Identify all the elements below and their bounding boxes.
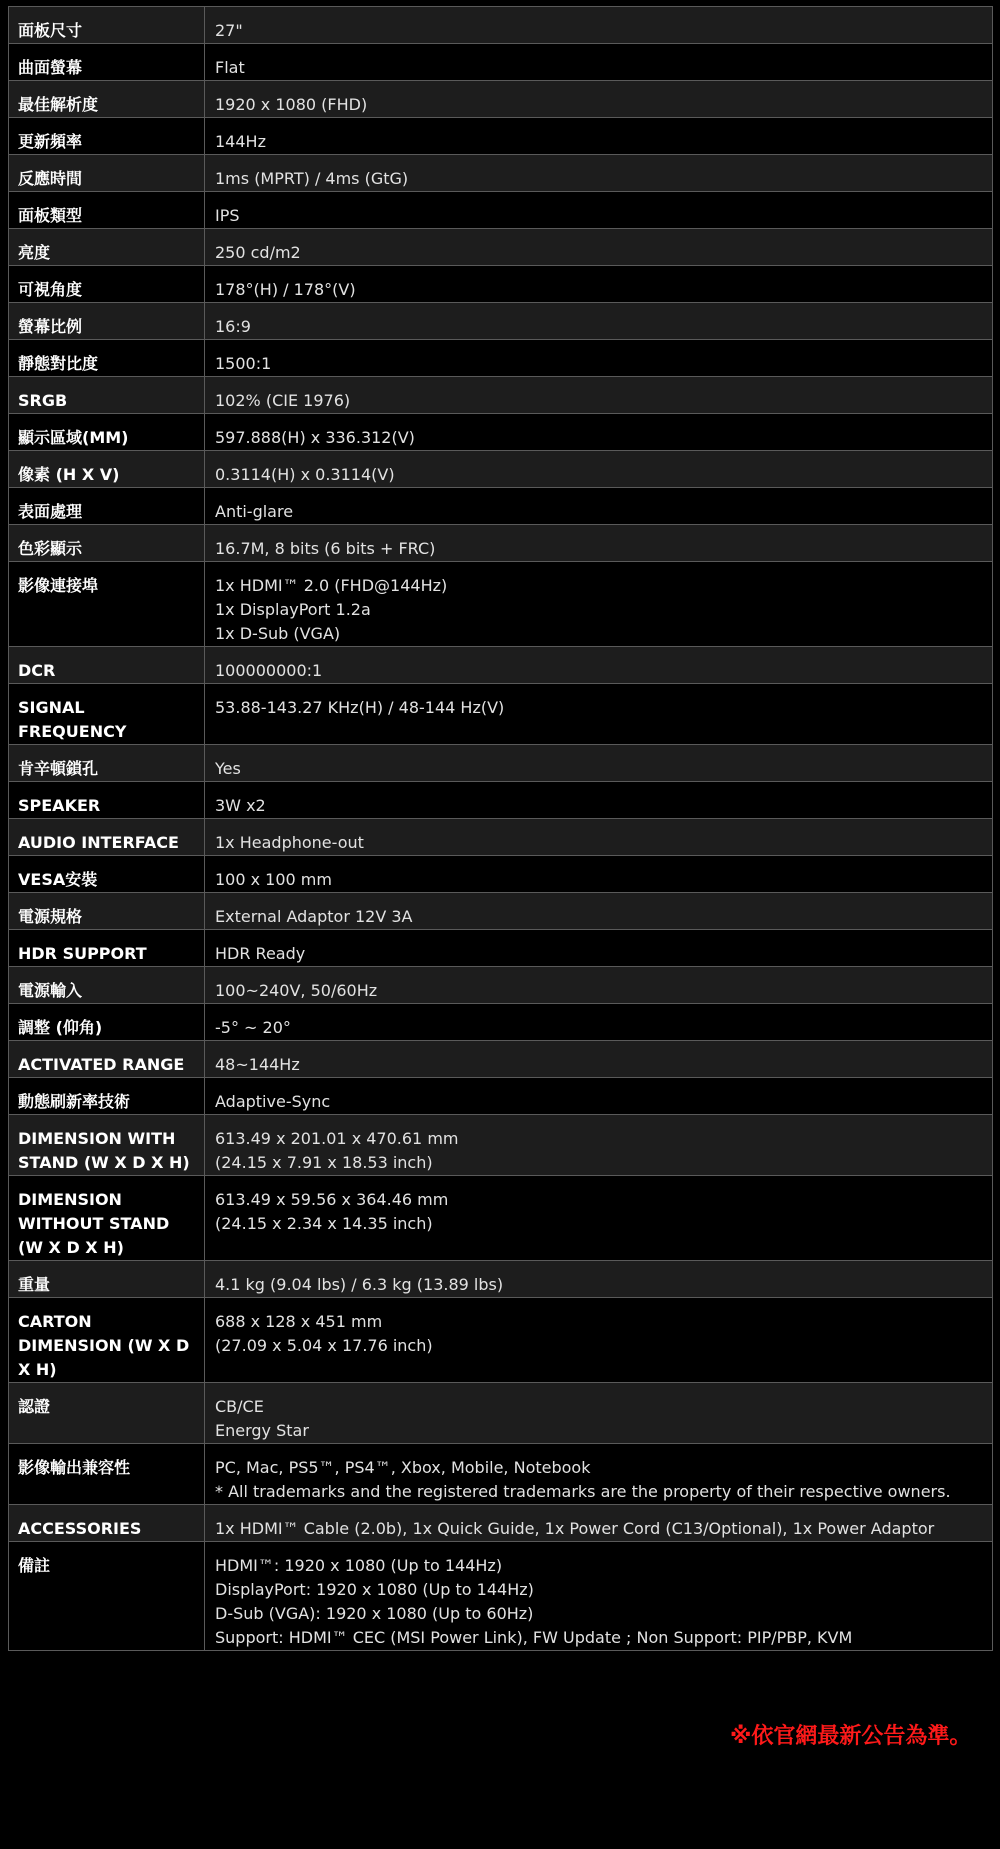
spec-value	[205, 1298, 993, 1383]
spec-value	[205, 81, 993, 118]
spec-value	[205, 562, 993, 647]
spec-value	[205, 1004, 993, 1041]
spec-value-line: * All trademarks and the registered trademarks are the property of their respective owners.	[215, 1482, 951, 1501]
spec-value-line: HDMI™: 1920 x 1080 (Up to 144Hz)	[215, 1556, 503, 1575]
spec-value	[205, 819, 993, 856]
spec-label: SRGB	[9, 377, 205, 414]
spec-value	[205, 1542, 993, 1651]
spec-value	[205, 340, 993, 377]
spec-row	[9, 451, 993, 488]
spec-label: 更新頻率	[9, 118, 205, 155]
spec-value-line: 100~240V, 50/60Hz	[215, 981, 378, 1000]
spec-value-line: (24.15 x 2.34 x 14.35 inch)	[215, 1214, 433, 1233]
spec-value-line: Yes	[215, 759, 241, 778]
spec-value-line: 3W x2	[215, 796, 266, 815]
spec-label: DIMENSION WITHOUT STAND (W X D X H)	[9, 1176, 205, 1261]
spec-label: HDR SUPPORT	[9, 930, 205, 967]
spec-label: DIMENSION WITH STAND (W X D X H)	[9, 1115, 205, 1176]
spec-value	[205, 118, 993, 155]
spec-row	[9, 155, 993, 192]
spec-row	[9, 967, 993, 1004]
spec-label: 可視角度	[9, 266, 205, 303]
spec-value-line: 4.1 kg (9.04 lbs) / 6.3 kg (13.89 lbs)	[215, 1275, 504, 1294]
spec-row	[9, 1078, 993, 1115]
spec-row	[9, 1505, 993, 1542]
spec-value-line: 100000000:1	[215, 661, 323, 680]
spec-table	[8, 6, 993, 1651]
spec-value-line: 250 cd/m2	[215, 243, 301, 262]
spec-row	[9, 819, 993, 856]
spec-value-line: 1x HDMI™ Cable (2.0b), 1x Quick Guide, 1x Power Cord (C13/Optional), 1x Power Adaptor	[215, 1519, 935, 1538]
spec-label: 肯辛頓鎖孔	[9, 745, 205, 782]
spec-value-line: 1920 x 1080 (FHD)	[215, 95, 368, 114]
spec-value	[205, 1041, 993, 1078]
spec-label: ACCESSORIES	[9, 1505, 205, 1542]
spec-value-line: 48~144Hz	[215, 1055, 300, 1074]
spec-label: 色彩顯示	[9, 525, 205, 562]
spec-value-line: 613.49 x 201.01 x 470.61 mm	[215, 1129, 459, 1148]
spec-row	[9, 414, 993, 451]
spec-label: 靜態對比度	[9, 340, 205, 377]
spec-value	[205, 451, 993, 488]
spec-table-body	[9, 7, 993, 1651]
spec-row	[9, 44, 993, 81]
spec-label: 最佳解析度	[9, 81, 205, 118]
spec-value-line: 16.7M, 8 bits (6 bits + FRC)	[215, 539, 436, 558]
spec-value	[205, 1505, 993, 1542]
spec-value	[205, 1176, 993, 1261]
spec-label: 像素 (H X V)	[9, 451, 205, 488]
spec-value-line: D-Sub (VGA): 1920 x 1080 (Up to 60Hz)	[215, 1604, 534, 1623]
spec-row	[9, 856, 993, 893]
spec-value-line: 100 x 100 mm	[215, 870, 332, 889]
spec-row	[9, 1542, 993, 1651]
spec-value	[205, 44, 993, 81]
spec-label: DCR	[9, 647, 205, 684]
spec-value-line: 16:9	[215, 317, 251, 336]
spec-value	[205, 377, 993, 414]
spec-row	[9, 266, 993, 303]
spec-label: 影像連接埠	[9, 562, 205, 647]
spec-label: 重量	[9, 1261, 205, 1298]
spec-label: 曲面螢幕	[9, 44, 205, 81]
spec-label: 電源規格	[9, 893, 205, 930]
spec-row	[9, 684, 993, 745]
spec-label: 備註	[9, 1542, 205, 1651]
spec-row	[9, 1176, 993, 1261]
spec-value	[205, 525, 993, 562]
spec-label: ACTIVATED RANGE	[9, 1041, 205, 1078]
spec-value-line: -5° ~ 20°	[215, 1018, 291, 1037]
spec-value-line: PC, Mac, PS5™, PS4™, Xbox, Mobile, Notebook	[215, 1458, 591, 1477]
spec-value	[205, 488, 993, 525]
spec-label: 螢幕比例	[9, 303, 205, 340]
spec-row	[9, 647, 993, 684]
spec-value	[205, 192, 993, 229]
spec-label: 認證	[9, 1383, 205, 1444]
spec-row	[9, 488, 993, 525]
spec-row	[9, 525, 993, 562]
spec-value	[205, 856, 993, 893]
spec-value-line: (24.15 x 7.91 x 18.53 inch)	[215, 1153, 433, 1172]
spec-value	[205, 303, 993, 340]
spec-row	[9, 377, 993, 414]
spec-label: 反應時間	[9, 155, 205, 192]
spec-label: 顯示區域(MM)	[9, 414, 205, 451]
spec-row	[9, 1298, 993, 1383]
spec-label: 電源輸入	[9, 967, 205, 1004]
spec-label: 面板尺寸	[9, 7, 205, 44]
spec-value	[205, 266, 993, 303]
spec-value-line: 613.49 x 59.56 x 364.46 mm	[215, 1190, 449, 1209]
spec-value-line: 1x DisplayPort 1.2a	[215, 600, 371, 619]
spec-value	[205, 684, 993, 745]
spec-label: 表面處理	[9, 488, 205, 525]
spec-value-line: 102% (CIE 1976)	[215, 391, 351, 410]
spec-value	[205, 930, 993, 967]
spec-row	[9, 7, 993, 44]
spec-row	[9, 1383, 993, 1444]
spec-label: 動態刷新率技術	[9, 1078, 205, 1115]
spec-row	[9, 782, 993, 819]
spec-value-line: 53.88-143.27 KHz(H) / 48-144 Hz(V)	[215, 698, 505, 717]
spec-value-line: Flat	[215, 58, 245, 77]
spec-label: CARTON DIMENSION (W X D X H)	[9, 1298, 205, 1383]
spec-value-line: DisplayPort: 1920 x 1080 (Up to 144Hz)	[215, 1580, 534, 1599]
spec-value	[205, 414, 993, 451]
spec-row	[9, 303, 993, 340]
spec-value-line: 1500:1	[215, 354, 272, 373]
spec-value	[205, 1444, 993, 1505]
spec-value-line: IPS	[215, 206, 240, 225]
spec-value-line: Energy Star	[215, 1421, 309, 1440]
spec-value-line: 144Hz	[215, 132, 266, 151]
spec-value	[205, 893, 993, 930]
spec-row	[9, 1004, 993, 1041]
spec-value-line: HDR Ready	[215, 944, 306, 963]
spec-value	[205, 967, 993, 1004]
spec-value	[205, 745, 993, 782]
spec-row	[9, 930, 993, 967]
spec-label: 調整 (仰角)	[9, 1004, 205, 1041]
spec-row	[9, 745, 993, 782]
spec-value-line: 1x Headphone-out	[215, 833, 364, 852]
official-notice: ※依官網最新公告為準。	[730, 1724, 972, 1749]
spec-label: 面板類型	[9, 192, 205, 229]
spec-value-line: 27"	[215, 21, 243, 40]
spec-label: SIGNAL FREQUENCY	[9, 684, 205, 745]
spec-row	[9, 81, 993, 118]
spec-value-line: 178°(H) / 178°(V)	[215, 280, 356, 299]
spec-value	[205, 1261, 993, 1298]
spec-value-line: (27.09 x 5.04 x 17.76 inch)	[215, 1336, 433, 1355]
spec-row	[9, 1261, 993, 1298]
spec-label: 亮度	[9, 229, 205, 266]
spec-value-line: 0.3114(H) x 0.3114(V)	[215, 465, 395, 484]
spec-value	[205, 7, 993, 44]
spec-value-line: External Adaptor 12V 3A	[215, 907, 413, 926]
spec-value-line: 597.888(H) x 336.312(V)	[215, 428, 415, 447]
spec-value-line: 1x HDMI™ 2.0 (FHD@144Hz)	[215, 576, 448, 595]
spec-row	[9, 1115, 993, 1176]
spec-value-line: 1ms (MPRT) / 4ms (GtG)	[215, 169, 409, 188]
spec-value-line: Adaptive-Sync	[215, 1092, 331, 1111]
spec-row	[9, 1041, 993, 1078]
spec-row	[9, 340, 993, 377]
spec-value	[205, 782, 993, 819]
spec-value-line: 1x D-Sub (VGA)	[215, 624, 341, 643]
spec-value	[205, 155, 993, 192]
spec-label: VESA安裝	[9, 856, 205, 893]
spec-value	[205, 647, 993, 684]
spec-row	[9, 1444, 993, 1505]
spec-row	[9, 118, 993, 155]
spec-value-line: Anti-glare	[215, 502, 294, 521]
spec-value	[205, 1383, 993, 1444]
spec-row	[9, 192, 993, 229]
spec-row	[9, 562, 993, 647]
spec-value-line: 688 x 128 x 451 mm	[215, 1312, 383, 1331]
spec-value-line: Support: HDMI™ CEC (MSI Power Link), FW Update ; Non Support: PIP/PBP, KVM	[215, 1628, 853, 1647]
spec-row	[9, 229, 993, 266]
spec-value	[205, 229, 993, 266]
spec-value	[205, 1115, 993, 1176]
spec-value	[205, 1078, 993, 1115]
spec-row	[9, 893, 993, 930]
spec-label: 影像輸出兼容性	[9, 1444, 205, 1505]
spec-label: SPEAKER	[9, 782, 205, 819]
spec-label: AUDIO INTERFACE	[9, 819, 205, 856]
spec-value-line: CB/CE	[215, 1397, 264, 1416]
